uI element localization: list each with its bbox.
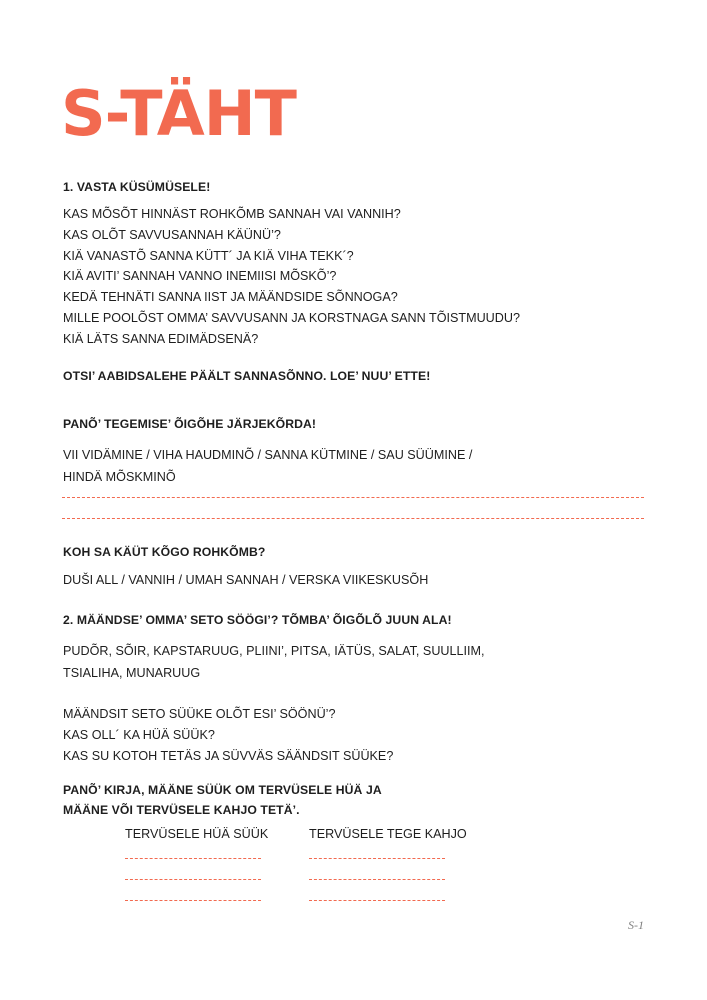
healthy-column-label: TERVÜSELE HÜÄ SÜÜK xyxy=(125,827,269,841)
question-item: KIÄ VANASTÕ SANNA KÜTT´ JA KIÄ VIHA TEKK´? xyxy=(63,248,354,263)
healthy-answer-line[interactable] xyxy=(125,900,261,901)
unhealthy-answer-line[interactable] xyxy=(309,858,445,859)
question-item: KAS SU KOTOH TETÄS JA SÜVVÄS SÄÄNDSIT SÜÜKE? xyxy=(63,748,394,763)
find-words-instruction: OTSI’ AABIDSALEHE PÄÄLT SANNASÕNNO. LOE’ NUU’ ETTE! xyxy=(63,369,431,383)
question-item: KIÄ AVITI’ SANNAH VANNO INEMIISI MÕSKÕ’? xyxy=(63,269,337,284)
question-item: MILLE POOLÕST OMMA’ SAVVUSANN JA KORSTNAGA SANN TÕISTMUUDU? xyxy=(63,310,520,325)
unhealthy-answer-line[interactable] xyxy=(309,900,445,901)
answer-line[interactable] xyxy=(62,518,644,519)
food-list xyxy=(63,640,485,684)
unhealthy-answer-line[interactable] xyxy=(309,879,445,880)
order-options xyxy=(63,444,472,488)
section-1-heading: 1. VASTA KÜSÜMÜSELE! xyxy=(63,180,211,194)
question-item: KAS OLÕT SAVVUSANNAH KÄÜNÜ’? xyxy=(63,227,281,242)
food-question-list xyxy=(63,704,393,766)
question-item: KEDÄ TEHNÄTI SANNA IIST JA MÄÄNDSIDE SÕNNOGA? xyxy=(63,290,398,305)
question-item: KAS MÕSÕT HINNÄST ROHKÕMB SANNAH VAI VANNIH? xyxy=(63,207,401,221)
question-item: KAS OLL´ KA HÜÄ SÜÜK? xyxy=(63,727,215,742)
food-list-line: TSIALIHA, MUNARUUG xyxy=(63,666,201,680)
answer-line[interactable] xyxy=(62,497,644,498)
healthy-task-heading-line: MÄÄNE VÕI TERVÜSELE KAHJO TETÄ’. xyxy=(63,803,300,817)
order-task-heading: PANÕ’ TEGEMISE’ ÕIGÕHE JÄRJEKÕRDA! xyxy=(63,417,317,431)
bath-question-heading: KOH SA KÄÜT KÕGO ROHKÕMB? xyxy=(63,545,266,559)
food-list-line: PUDÕR, SÕIR, KAPSTARUUG, PLIINI’, PITSA, IÄTÜS, SALAT, SUULLIIM, xyxy=(63,644,485,658)
section-2-heading: 2. MÄÄNDSE’ OMMA’ SETO SÖÖGI’? TÕMBA’ ÕIGÕLÕ JUUN ALA! xyxy=(63,613,452,627)
question-list xyxy=(63,204,520,350)
unhealthy-column-label: TERVÜSELE TEGE KAHJO xyxy=(309,827,467,841)
question-item: KIÄ LÄTS SANNA EDIMÄDSENÄ? xyxy=(63,331,259,346)
order-options-line: HINDÄ MÕSKMINÕ xyxy=(63,470,176,484)
page-number: S-1 xyxy=(628,918,644,932)
bath-options: DUŠI ALL / VANNIH / UMAH SANNAH / VERSKA VIIKESKUSÕH xyxy=(63,573,429,587)
healthy-answer-line[interactable] xyxy=(125,858,261,859)
page-title: S-TÄHT xyxy=(61,77,296,150)
question-item: MÄÄNDSIT SETO SÜÜKE OLÕT ESI’ SÖÖNÜ’? xyxy=(63,707,336,721)
healthy-answer-line[interactable] xyxy=(125,879,261,880)
healthy-task-heading-line: PANÕ’ KIRJA, MÄÄNE SÜÜK OM TERVÜSELE HÜÄ JA xyxy=(63,783,382,797)
order-options-line: VII VIDÄMINE / VIHA HAUDMINÕ / SANNA KÜTMINE / SAU SÜÜMINE / xyxy=(63,448,473,462)
healthy-task-heading xyxy=(63,780,382,820)
